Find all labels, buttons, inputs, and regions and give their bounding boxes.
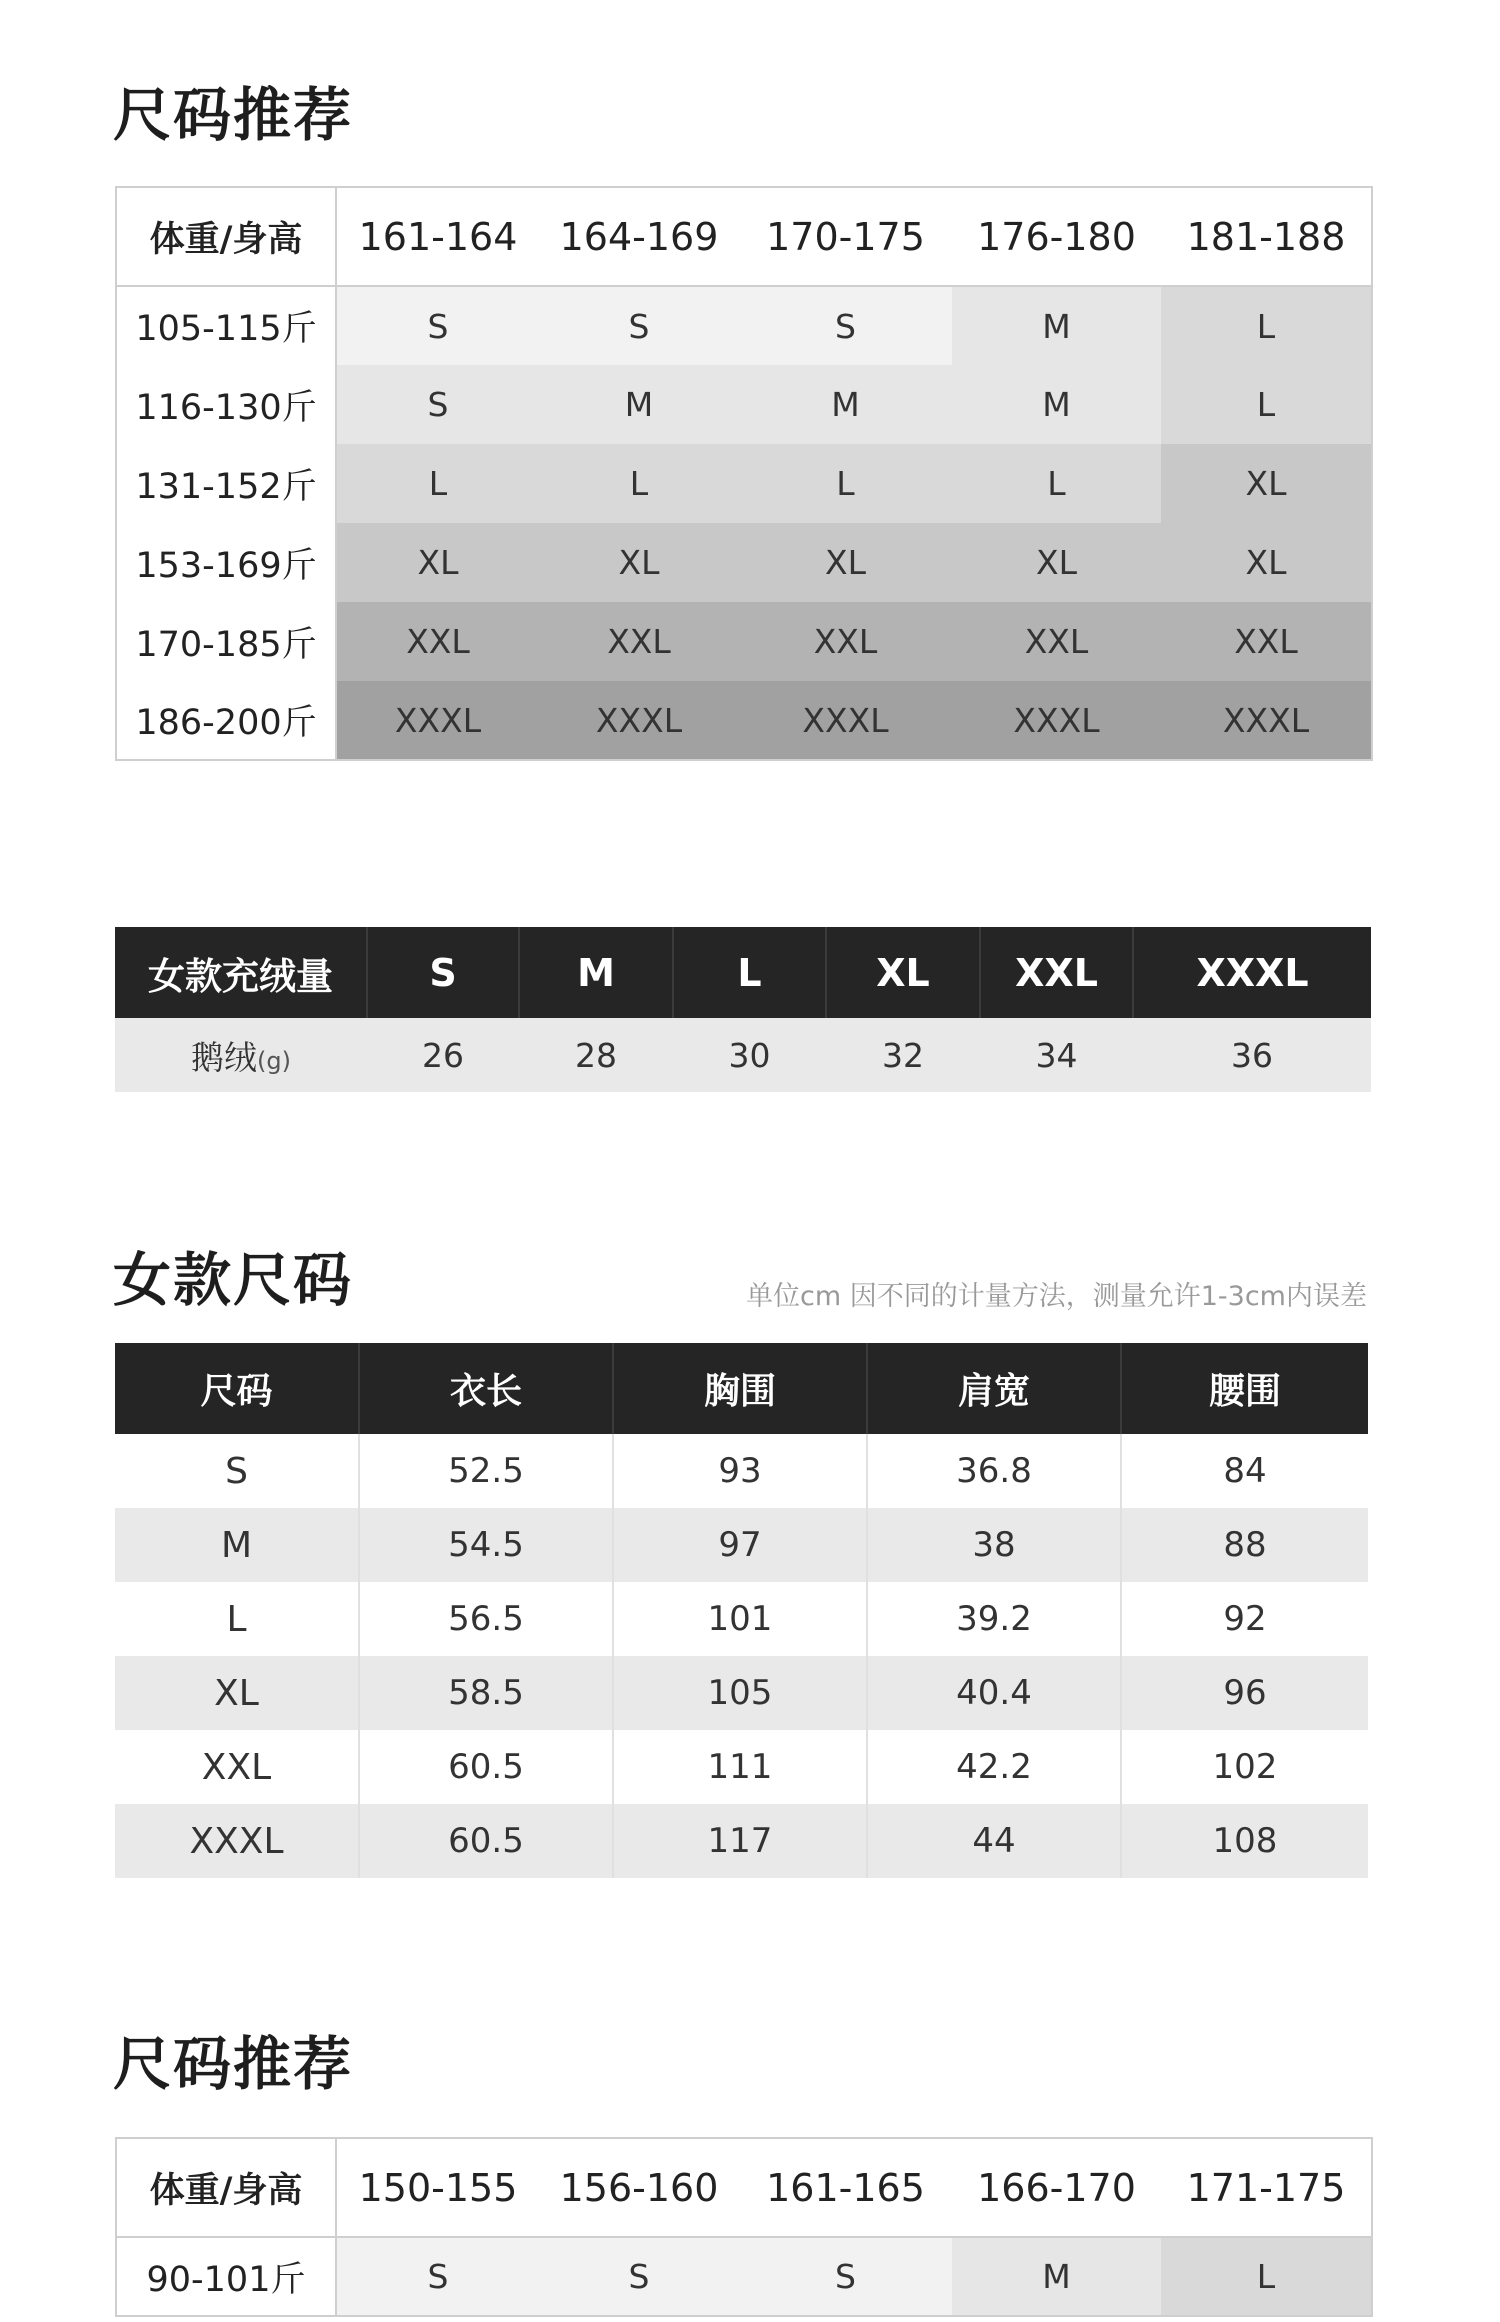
- length-cell: 56.5: [359, 1582, 613, 1656]
- weight-label: 90-101斤: [116, 2237, 336, 2316]
- measurement-note: 单位cm 因不同的计量方法，测量允许1-3cm内误差: [746, 1281, 1367, 1312]
- table-header-row: [115, 1343, 1368, 1434]
- column-header: 衣长: [359, 1343, 613, 1434]
- column-header: 尺码: [115, 1343, 359, 1434]
- size-cell: XXXL: [952, 681, 1161, 760]
- size-cell: XL: [1161, 444, 1372, 523]
- weight-label: 170-185斤: [116, 602, 336, 681]
- down-fill-table: [115, 927, 1371, 1092]
- height-header: 171-175: [1161, 2138, 1372, 2237]
- height-header: 181-188: [1161, 187, 1372, 286]
- size-cell: S: [225, 1450, 248, 1492]
- size-cell: XL: [539, 523, 739, 602]
- size-cell: XXXL: [115, 1804, 359, 1878]
- length-cell: 60.5: [359, 1804, 613, 1878]
- women-size-table: [115, 1343, 1368, 1878]
- fill-value: 32: [826, 1018, 980, 1092]
- length-cell: 54.5: [359, 1508, 613, 1582]
- height-header: 176-180: [952, 187, 1161, 286]
- fill-value: 30: [673, 1018, 826, 1092]
- section-title-size-recommendation: 尺码推荐: [113, 81, 354, 149]
- size-cell: XL: [115, 1656, 359, 1730]
- size-header: XXL: [980, 927, 1133, 1018]
- corner-label: 体重/身高: [116, 187, 336, 286]
- down-fill-header: 女款充绒量: [115, 927, 367, 1018]
- weight-label: 186-200斤: [116, 681, 336, 760]
- table-row: [115, 1730, 1368, 1804]
- size-cell: XXXL: [539, 681, 739, 760]
- height-header: 161-164: [336, 187, 539, 286]
- table-header-row: [115, 927, 1371, 1018]
- section-title-women-size: 女款尺码: [113, 1246, 354, 1314]
- height-header: 150-155: [336, 2138, 539, 2237]
- size-cell: S: [539, 286, 739, 365]
- weight-label: 116-130斤: [116, 365, 336, 444]
- shoulder-cell: 42.2: [867, 1730, 1121, 1804]
- size-cell: L: [1161, 286, 1372, 365]
- size-cell: XXXL: [336, 681, 539, 760]
- height-header: 164-169: [539, 187, 739, 286]
- waist-cell: 92: [1121, 1582, 1368, 1656]
- size-cell: L: [226, 1598, 247, 1640]
- table-row: [115, 1434, 1368, 1508]
- size-cell: S: [539, 2237, 739, 2316]
- waist-cell: 84: [1121, 1434, 1368, 1508]
- size-cell: XXL: [336, 602, 539, 681]
- size-cell: S: [336, 365, 539, 444]
- goose-down-label: 鹅绒: [191, 1037, 258, 1077]
- fill-value: 28: [519, 1018, 673, 1092]
- size-cell: L: [1161, 2237, 1372, 2316]
- size-header: XXXL: [1133, 927, 1371, 1018]
- waist-cell: 102: [1121, 1730, 1368, 1804]
- size-cell: XXXL: [739, 681, 952, 760]
- shoulder-cell: 44: [867, 1804, 1121, 1878]
- size-header: M: [519, 927, 673, 1018]
- size-cell: L: [1161, 365, 1372, 444]
- length-cell: 52.5: [359, 1434, 613, 1508]
- chest-cell: 111: [613, 1730, 867, 1804]
- size-recommendation-table-women: [115, 2137, 1373, 2317]
- table-row: [116, 365, 1372, 444]
- size-cell: S: [336, 286, 539, 365]
- size-cell: XXL: [201, 1746, 272, 1788]
- unit-label: (g): [257, 1046, 291, 1075]
- row-label: [115, 1018, 367, 1092]
- weight-label: 105-115斤: [116, 286, 336, 365]
- waist-cell: 88: [1121, 1508, 1368, 1582]
- fill-value: 34: [980, 1018, 1133, 1092]
- size-recommendation-table: [115, 186, 1373, 761]
- weight-label: 131-152斤: [116, 444, 336, 523]
- size-cell: XXL: [1161, 602, 1372, 681]
- size-cell: XXL: [952, 602, 1161, 681]
- fill-value: 36: [1133, 1018, 1371, 1092]
- height-header: 170-175: [739, 187, 952, 286]
- size-cell: M: [115, 1508, 359, 1582]
- size-cell: M: [952, 365, 1161, 444]
- corner-label: 体重/身高: [116, 2138, 336, 2237]
- chest-cell: 97: [613, 1508, 867, 1582]
- chest-cell: 93: [613, 1434, 867, 1508]
- length-cell: 58.5: [359, 1656, 613, 1730]
- size-cell: XL: [952, 523, 1161, 602]
- waist-cell: 96: [1121, 1656, 1368, 1730]
- table-row: [116, 444, 1372, 523]
- chest-cell: 101: [613, 1582, 867, 1656]
- size-cell: S: [336, 2237, 539, 2316]
- size-cell: S: [739, 2237, 952, 2316]
- column-header: 肩宽: [867, 1343, 1121, 1434]
- height-header: 166-170: [952, 2138, 1161, 2237]
- size-cell: XXL: [539, 602, 739, 681]
- table-row: [115, 1656, 1368, 1730]
- size-cell: L: [952, 444, 1161, 523]
- column-header: 胸围: [613, 1343, 867, 1434]
- size-header: L: [673, 927, 826, 1018]
- size-cell: M: [539, 365, 739, 444]
- height-header: 161-165: [739, 2138, 952, 2237]
- size-header: XL: [826, 927, 980, 1018]
- shoulder-cell: 36.8: [867, 1434, 1121, 1508]
- table-row: [116, 286, 1372, 365]
- length-cell: 60.5: [359, 1730, 613, 1804]
- weight-label: 153-169斤: [116, 523, 336, 602]
- size-cell: S: [739, 286, 952, 365]
- shoulder-cell: 39.2: [867, 1582, 1121, 1656]
- size-cell: XL: [739, 523, 952, 602]
- size-cell: XL: [336, 523, 539, 602]
- chest-cell: 117: [613, 1804, 867, 1878]
- size-cell: XXL: [739, 602, 952, 681]
- size-cell: L: [539, 444, 739, 523]
- shoulder-cell: 38: [867, 1508, 1121, 1582]
- size-header: S: [367, 927, 519, 1018]
- size-cell: M: [952, 286, 1161, 365]
- section-title-size-recommendation-women: 尺码推荐: [113, 2030, 354, 2098]
- size-cell: L: [336, 444, 539, 523]
- column-header: 腰围: [1121, 1343, 1368, 1434]
- table-row: [116, 602, 1372, 681]
- size-cell: XL: [1161, 523, 1372, 602]
- fill-value: 26: [367, 1018, 519, 1092]
- table-header-row: [116, 2138, 1372, 2237]
- waist-cell: 108: [1121, 1804, 1368, 1878]
- table-row: [116, 523, 1372, 602]
- size-cell: M: [739, 365, 952, 444]
- table-header-row: [116, 187, 1372, 286]
- table-row: [116, 681, 1372, 760]
- chest-cell: 105: [613, 1656, 867, 1730]
- table-row: [115, 1018, 1371, 1092]
- size-cell: L: [739, 444, 952, 523]
- shoulder-cell: 40.4: [867, 1656, 1121, 1730]
- table-row: [115, 1582, 1368, 1656]
- height-header: 156-160: [539, 2138, 739, 2237]
- table-row: [116, 2237, 1372, 2316]
- size-cell: XXXL: [1161, 681, 1372, 760]
- size-cell: M: [952, 2237, 1161, 2316]
- table-row: [115, 1508, 1368, 1582]
- table-row: [115, 1804, 1368, 1878]
